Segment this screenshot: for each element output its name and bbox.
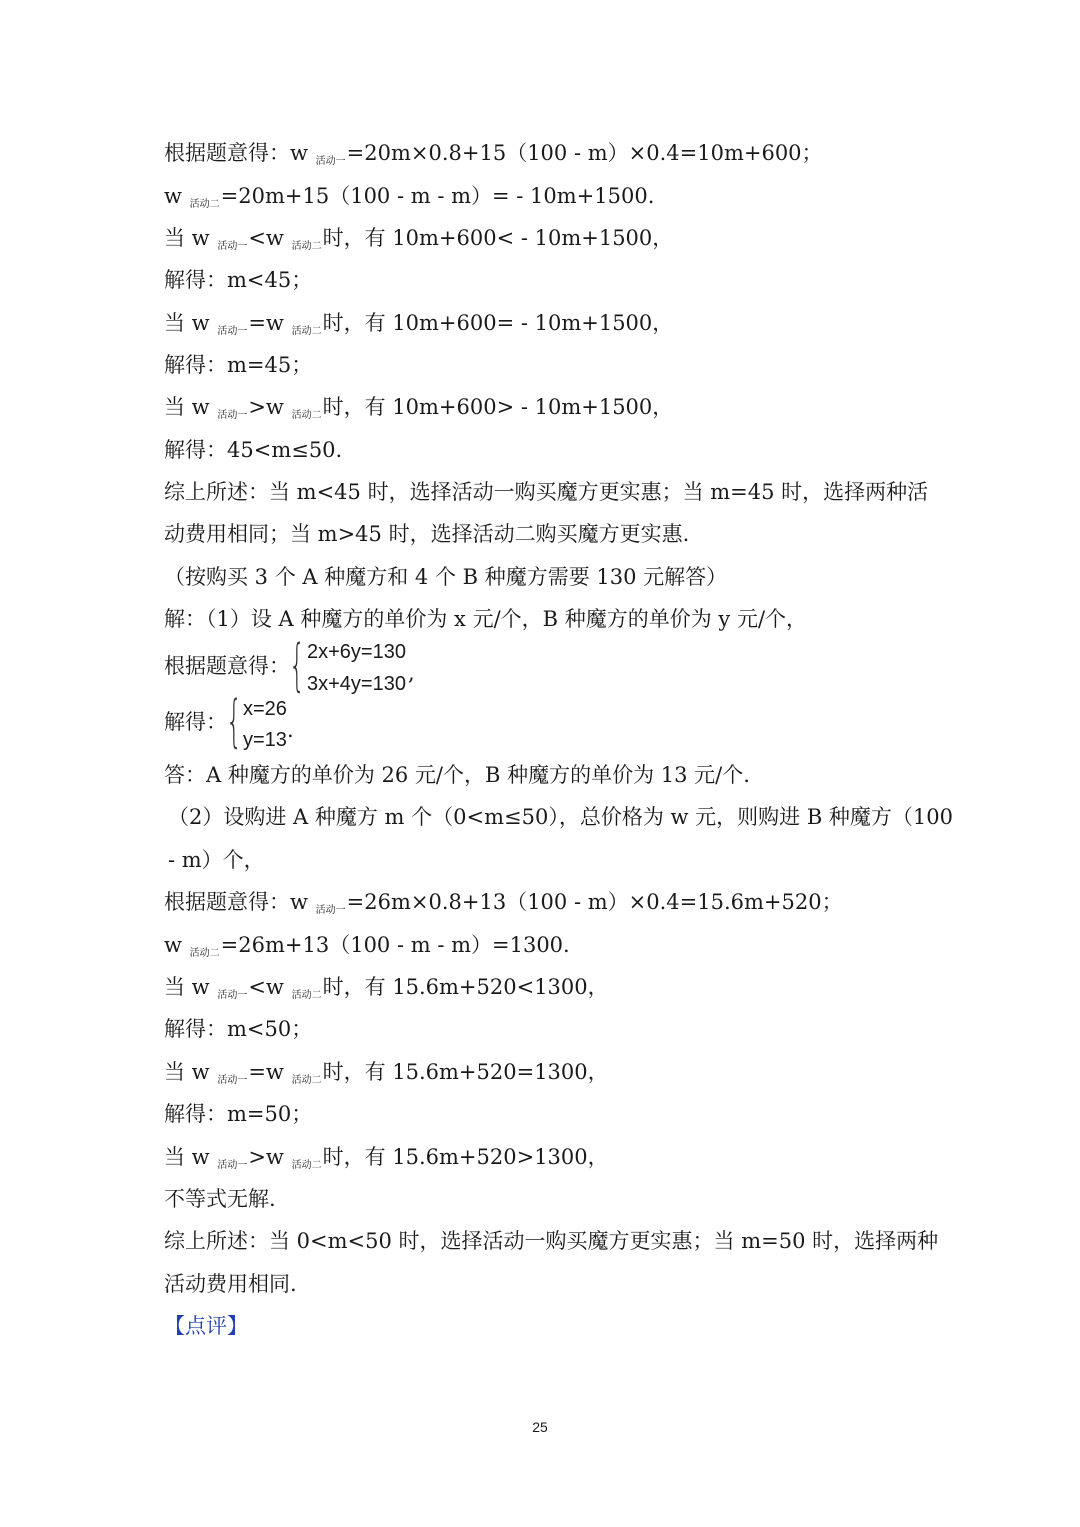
text-line: 解：（1）设 A 种魔方的单价为 x 元/个，B 种魔方的单价为 y 元/个， (164, 607, 808, 631)
text-line (164, 223, 673, 253)
text-line: 综上所述：当 m<45 时，选择活动一购买魔方更实惠；当 m=45 时，选择两种活 (164, 480, 929, 504)
text-segment: 当 w (164, 1060, 217, 1084)
page-number: 25 (532, 1419, 548, 1435)
text-line (164, 972, 609, 1002)
subscript: 活动二 (291, 326, 322, 337)
punctuation: . (287, 718, 294, 742)
subscript: 活动一 (217, 241, 248, 252)
punctuation: , (408, 661, 415, 685)
text-line: 不等式无解. (164, 1187, 276, 1211)
left-brace-icon: { (226, 689, 243, 754)
text-segment: 时，有 10m+600< - 10m+1500， (322, 226, 674, 250)
subscript: 活动二 (291, 1075, 322, 1086)
text-line: （按购买 3 个 A 种魔方和 4 个 B 种魔方需要 130 元解答） (164, 565, 728, 589)
subscript: 活动一 (315, 905, 346, 916)
text-line: 综上所述：当 0<m<50 时，选择活动一购买魔方更实惠；当 m=50 时，选择两种 (164, 1229, 939, 1253)
text-line: 答：A 种魔方的单价为 26 元/个，B 种魔方的单价为 13 元/个. (164, 763, 750, 787)
text-segment: w (164, 184, 189, 208)
text-line: 解得：m<45； (164, 268, 313, 292)
text-segment: >w (248, 395, 291, 419)
text-line: 解得：m=50； (164, 1102, 313, 1126)
subscript: 活动二 (291, 241, 322, 252)
text-segment: 当 w (164, 975, 217, 999)
text-segment: 时，有 15.6m+520=1300， (322, 1060, 609, 1084)
text-segment: 根据题意得：w (164, 890, 315, 914)
subscript: 活动二 (189, 948, 220, 959)
subscript: 活动二 (291, 410, 322, 421)
text-segment: w (164, 933, 189, 957)
equation: y=13 (243, 729, 287, 751)
subscript: 活动二 (291, 990, 322, 1001)
subscript: 活动一 (217, 326, 248, 337)
review-heading: 【点评】 (164, 1314, 248, 1338)
text-line: （2）设购进 A 种魔方 m 个（0<m≤50），总价格为 w 元，则购进 B 种魔方（100 (168, 805, 954, 829)
equation: 2x+6y=130 (307, 641, 406, 663)
equation: x=26 (243, 698, 287, 720)
text-segment: 时，有 15.6m+520<1300， (322, 975, 609, 999)
text-line: 解得：m=45； (164, 353, 313, 377)
text-segment: 时，有 15.6m+520>1300， (322, 1145, 609, 1169)
text-line (164, 1142, 609, 1172)
subscript: 活动二 (291, 1160, 322, 1171)
system-label: 解得： (164, 710, 227, 734)
text-line (164, 138, 823, 168)
text-line: 动费用相同；当 m>45 时，选择活动二购买魔方更实惠. (164, 522, 690, 546)
text-segment: 当 w (164, 226, 217, 250)
text-line (164, 181, 654, 211)
text-line (164, 930, 570, 960)
text-segment: <w (248, 226, 291, 250)
text-line: 解得：m<50； (164, 1017, 313, 1041)
text-segment: 时，有 10m+600= - 10m+1500， (322, 311, 674, 335)
subscript: 活动二 (189, 199, 220, 210)
text-line: - m）个， (168, 848, 265, 872)
text-segment: <w (248, 975, 291, 999)
text-segment: =w (248, 311, 291, 335)
text-segment: =20m+15（100 - m - m）= - 10m+1500. (220, 184, 655, 208)
text-line (164, 887, 843, 917)
subscript: 活动一 (315, 156, 346, 167)
subscript: 活动一 (217, 1160, 248, 1171)
text-segment: 根据题意得：w (164, 141, 315, 165)
text-segment: 当 w (164, 311, 217, 335)
text-segment: >w (248, 1145, 291, 1169)
text-segment: =w (248, 1060, 291, 1084)
text-segment: =20m×0.8+15（100 - m）×0.4=10m+600； (346, 141, 823, 165)
subscript: 活动一 (217, 410, 248, 421)
left-brace-icon: { (289, 633, 306, 698)
text-line: 活动费用相同. (164, 1272, 297, 1296)
text-segment: 时，有 10m+600> - 10m+1500， (322, 395, 674, 419)
text-segment: 当 w (164, 395, 217, 419)
text-line (164, 1057, 609, 1087)
system-label: 根据题意得： (164, 654, 290, 678)
text-line: 解得：45<m≤50. (164, 438, 343, 462)
equation: 3x+4y=130 (307, 673, 406, 695)
subscript: 活动一 (217, 990, 248, 1001)
subscript: 活动一 (217, 1075, 248, 1086)
text-line (164, 392, 673, 422)
text-segment: =26m×0.8+13（100 - m）×0.4=15.6m+520； (346, 890, 843, 914)
text-segment: =26m+13（100 - m - m）=1300. (220, 933, 570, 957)
text-segment: 当 w (164, 1145, 217, 1169)
text-line (164, 308, 673, 338)
